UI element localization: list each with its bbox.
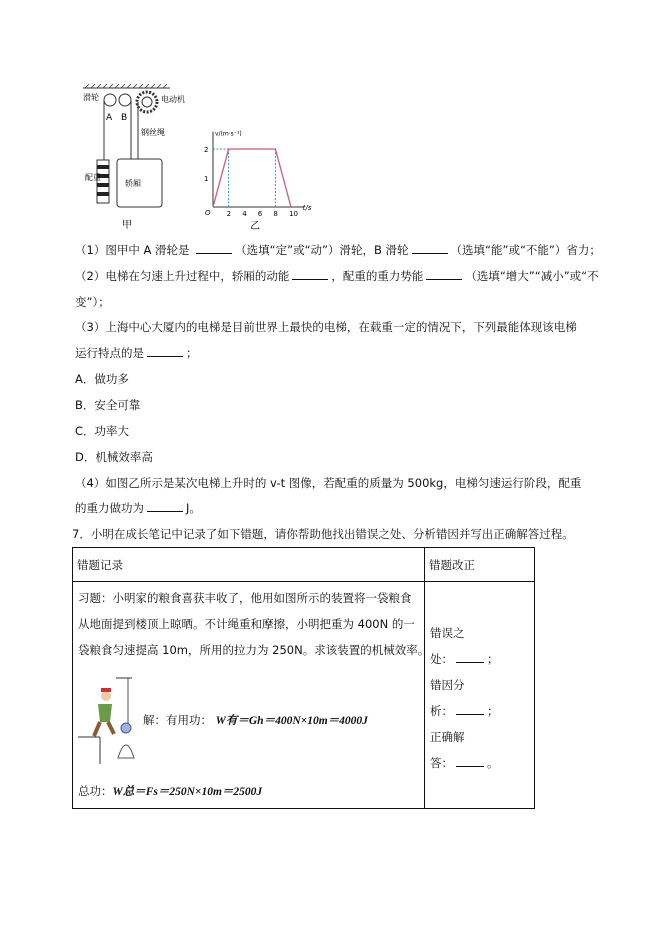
sol2-label: 总功：: [78, 784, 113, 798]
origin-label: O: [205, 209, 211, 217]
q2-text-b: ，配重的重力势能: [331, 269, 424, 283]
q1-line: [75, 242, 601, 258]
error-cause-line: [430, 703, 499, 719]
q1-text-c: （选填“能”或“不能”）省力；: [450, 243, 601, 257]
correct-answer-line: [430, 755, 499, 771]
option-a[interactable]: A．做功多: [75, 372, 129, 386]
problem-line-3: 袋粮食匀速提高 10m，所用的拉力为 250N。求该装置的机械效率。: [78, 643, 430, 657]
option-b[interactable]: B．安全可靠: [75, 398, 141, 412]
q7-stem: 7．小明在成长笔记中记录了如下错题，请你帮助他找出错误之处、分析错因并写出正确解答过程。: [72, 527, 574, 541]
label-rope: 钢丝绳: [141, 128, 165, 137]
y-tick-label: 1: [204, 175, 209, 183]
sol2-formula: W总＝Fs＝250N×10m＝2500J: [112, 786, 263, 798]
q2-text-a: （2）电梯在匀速上升过程中，轿厢的动能: [75, 269, 290, 283]
q3-text-c: ；: [186, 346, 198, 360]
x-tick-label: 4: [242, 210, 247, 218]
error-cause-blank[interactable]: [456, 703, 484, 715]
correct-answer-blank[interactable]: [456, 755, 484, 767]
q4-text-c: J。: [186, 501, 201, 515]
label-counterweight: 配重: [85, 173, 101, 182]
sol1-formula: W有＝Gh＝400N×10m＝4000J: [215, 715, 368, 727]
correct-answer-label-2: 答：: [430, 756, 453, 770]
solution-useful-work: [143, 712, 368, 728]
correct-answer-label: 正确解: [430, 730, 465, 744]
q3-line-2: [75, 345, 198, 361]
vt-chart: [200, 125, 320, 235]
q4-blank[interactable]: [147, 500, 183, 512]
y-tick-label: 2: [204, 146, 209, 154]
error-location-label: 错误之: [430, 626, 465, 640]
error-cause-label: 错因分: [430, 678, 465, 692]
q2-line-2: 变”）；: [75, 295, 110, 309]
header-record: 错题记录: [73, 548, 425, 582]
q2-text-c: （选填“增大”“减小”或“不: [465, 269, 599, 283]
option-d[interactable]: D．机械效率高: [75, 450, 153, 464]
punct: ；: [487, 704, 499, 718]
x-tick-label: 8: [273, 210, 278, 218]
header-correction: 错题改正: [425, 548, 535, 582]
error-location-blank[interactable]: [456, 651, 484, 663]
y-axis-label: v/(m·s⁻¹): [215, 130, 242, 138]
option-c[interactable]: C．功率大: [75, 424, 130, 438]
label-b: B: [121, 113, 128, 123]
q1-text-a: （1）图甲中 A 滑轮是: [75, 243, 190, 257]
label-cabin: 轿厢: [125, 179, 141, 188]
q1-text-b: （选填“定”或“动”）滑轮，B 滑轮: [235, 243, 409, 257]
q2-blank-1[interactable]: [292, 268, 328, 280]
punct: 。: [487, 756, 499, 770]
problem-line-2: 从地面提到楼顶上晾晒。不计绳重和摩擦，小明把重为 400N 的一: [78, 617, 415, 631]
error-table: [72, 547, 535, 809]
label-motor: 电动机: [161, 95, 185, 104]
q4-line: （4）如图乙所示是某次电梯上升时的 v-t 图像，若配重的质量为 500kg，电梯匀速运行阶段，配重: [75, 476, 582, 490]
problem-line-1: 习题：小明家的粮食喜获丰收了，他用如图所示的装置将一袋粮食: [78, 591, 412, 605]
solution-total-work: [78, 783, 262, 799]
sol1-label: 解：有用功：: [143, 713, 212, 727]
x-tick-label: 6: [257, 210, 263, 218]
label-pulley: 滑轮: [83, 93, 99, 102]
pulley-man-illustration: [76, 674, 136, 769]
label-a: A: [106, 113, 113, 123]
q3-blank[interactable]: [147, 345, 183, 357]
correction-cell: [425, 582, 535, 809]
x-tick-label: 2: [226, 210, 232, 218]
error-location-line: [430, 651, 499, 667]
record-cell: [73, 582, 430, 809]
q3-text-b: 运行特点的是: [75, 346, 144, 360]
q3-line: （3）上海中心大厦内的电梯是目前世界上最快的电梯，在载重一定的情况下，下列最能体现该电梯: [75, 320, 577, 334]
x-tick-label: 10: [289, 210, 298, 218]
series-line: [213, 149, 291, 207]
x-axis-label: t/s: [302, 204, 312, 212]
caption-jia: 甲: [122, 220, 132, 231]
q4-text-b: 的重力做功为: [75, 501, 144, 515]
caption-yi: 乙: [250, 221, 260, 232]
error-location-label-2: 处：: [430, 652, 453, 666]
q2-blank-2[interactable]: [426, 268, 462, 280]
figure-jia: [75, 80, 205, 235]
punct: ；: [487, 652, 499, 666]
q1-blank-1[interactable]: [196, 242, 232, 254]
q2-line: [75, 268, 599, 284]
q4-line-2: [75, 500, 201, 516]
error-cause-label-2: 析：: [430, 704, 453, 718]
q1-blank-2[interactable]: [412, 242, 448, 254]
